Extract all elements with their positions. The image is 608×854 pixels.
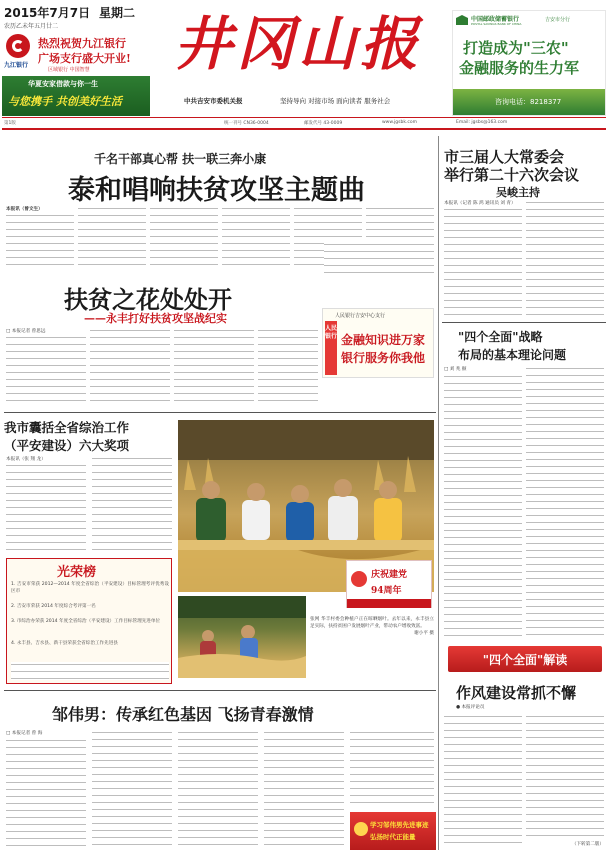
study-ad-line2: 弘扬时代正能量 (370, 833, 416, 841)
award-col-1 (6, 463, 86, 555)
tobacco-photo-secondary[interactable] (178, 596, 306, 678)
ad-left-subitems: 区域银行 中国智慧 (48, 67, 90, 73)
npc-headline-2: 举行第二十六次会议 (444, 166, 580, 184)
lead-col-2 (78, 206, 146, 269)
issue-info-bar (4, 118, 604, 128)
postal-bank-ad[interactable] (452, 10, 606, 116)
jiujiang-bank-logo-text: 九江银行 (4, 62, 29, 69)
finance-ad-line2: 银行服务你我他 (341, 351, 426, 365)
npc-byline: 本报讯（记者 陈 鸿 通讯员 刘 青） (444, 201, 516, 206)
poverty-col-1 (6, 335, 86, 405)
poverty-headline: 扶贫之花处处开 (64, 285, 232, 314)
lead-col-3 (150, 206, 218, 269)
hero-col-1 (6, 738, 86, 850)
study-ad-emblem-icon (354, 822, 368, 836)
poverty-col-3 (174, 328, 254, 405)
poverty-col-2 (90, 328, 170, 405)
npc-col-1 (444, 207, 522, 321)
hero-byline: □ 本报记者 曾 海 (6, 731, 43, 736)
postal-ad-line2: 金融服务的生力军 (459, 59, 580, 77)
party-ad-bar (347, 599, 431, 608)
lead-col-4 (222, 206, 290, 269)
work-style-headline: 作风建设常抓不懈 (456, 684, 577, 702)
website: www.jgsbk.com (382, 120, 418, 125)
masthead (0, 0, 608, 124)
lead-divider (4, 412, 436, 413)
lunar-date: 农历乙未年五月廿二 (4, 23, 59, 30)
honor-roll-item: 3. 市综治办荣获 2014 年度全省综治（平安建设）工作目标管理先进单位 (11, 619, 161, 624)
honor-roll-item: 1. 吉安市荣获 2012—2014 年度全省综治（平安建设）目标管理考评优秀设区市 (11, 582, 169, 594)
honor-roll-item: 4. 永丰县、吉水县、新干县荣获全省综治工作先进县 (11, 641, 118, 646)
hero-col-5 (350, 730, 434, 806)
npc-col-2 (526, 200, 604, 321)
poverty-story[interactable] (4, 272, 436, 408)
lead-kicker: 千名干部真心帮 扶一联三奔小康 (94, 152, 267, 166)
four-comprehensives-story[interactable] (442, 326, 606, 640)
tobacco-photo-secondary-illustration (178, 596, 306, 678)
npc-story[interactable] (442, 142, 606, 322)
ad-left-tagline2: 与您携手 共创美好生活 (8, 95, 122, 108)
postal-code: 邮发代号 43-0009 (304, 121, 343, 126)
email: Email: jgsbs@163.com (456, 120, 508, 125)
four-explain-banner[interactable] (448, 646, 602, 672)
work-style-col-2 (526, 714, 604, 840)
finance-ad-header: 人民银行吉安中心支行 (335, 313, 386, 319)
work-style-story[interactable] (442, 680, 606, 850)
four-headline-1: "四个全面"战略 (458, 330, 543, 344)
honor-roll-box[interactable] (6, 558, 172, 684)
work-style-byline: ● 本报评论员 (456, 705, 485, 710)
lead-col-1 (6, 213, 74, 269)
four-headline-2: 布局的基本理论问题 (458, 348, 567, 362)
four-col-2 (526, 366, 604, 638)
finance-knowledge-ad[interactable] (322, 308, 434, 378)
lead-byline: 本报讯（曾文生） (6, 207, 43, 212)
jiujiang-bank-logo-icon (6, 34, 30, 58)
party-ad-line2: 94周年 (371, 586, 402, 596)
ad-left-tagline1: 华夏安家借款与你一生 (28, 80, 98, 88)
honor-roll-item: 2. 吉安市荣获 2014 年度综合考评第一名 (11, 604, 96, 609)
newspaper-subtitle: 中共吉安市委机关报 (184, 97, 243, 105)
hero-divider (4, 690, 436, 691)
award-headline-1: 我市囊括全省综治工作 (4, 420, 130, 435)
postal-ad-phone-bar (453, 89, 605, 115)
honor-roll-title: 光荣榜 (57, 565, 97, 580)
postal-bank-name-en: POSTAL SAVINGS BANK OF CHINA (471, 22, 522, 26)
lead-headline: 泰和唱响扶贫攻坚主题曲 (68, 175, 365, 206)
honor-roll-filler (11, 662, 169, 680)
photo-credit: 谢小平 摄 (414, 631, 434, 636)
photo-caption (310, 616, 434, 676)
postal-ad-phone: 咨询电话：8218377 (495, 98, 562, 106)
postal-bank-logo-icon (456, 15, 468, 25)
finance-ad-line1: 金融知识进万家 (341, 333, 426, 347)
award-story[interactable] (4, 416, 174, 556)
newspaper-slogans: 坚持导向 对接市场 面向读者 服务社会 (280, 97, 391, 105)
jiujiang-bank-ad[interactable] (2, 30, 150, 116)
masthead-bottom-rule (2, 128, 606, 130)
poverty-subhead: ——永丰打好扶贫攻坚战纪实 (84, 312, 227, 325)
postal-bank-branch: 吉安市分行 (545, 17, 571, 23)
party-emblem-icon (351, 571, 367, 587)
hero-story[interactable] (4, 694, 436, 852)
right-col-divider-1 (442, 322, 606, 323)
finance-ad-side-label: 人民银行 (325, 325, 338, 340)
ad-left-line1: 热烈祝贺九江银行 (38, 37, 126, 50)
study-ad-line1: 学习邹伟男先进事迹 (370, 821, 429, 829)
ad-left-line2: 广场支行盛大开业! (38, 52, 131, 65)
issue-weekday: 星期二 (99, 6, 136, 20)
work-style-continued: （下转第二版） (571, 842, 604, 847)
npc-headline-1: 市三届人大常委会 (444, 148, 565, 166)
award-col-2 (92, 456, 172, 555)
newspaper-title: 井冈山报 (174, 10, 423, 78)
hero-headline: 邹伟男：传承红色基因 飞扬青春激情 (52, 705, 314, 724)
finance-ad-side-label-box (325, 321, 337, 375)
postal-ad-line1: 打造成为"三农" (463, 39, 569, 57)
hero-col-4 (264, 730, 344, 850)
poverty-col-top-1 (324, 242, 434, 276)
cn-number: 统一刊号 CN36-0004 (224, 121, 269, 126)
party-ad-line1: 庆祝建党 (371, 570, 408, 580)
four-explain-banner-text: "四个全面"解读 (482, 653, 568, 667)
study-hero-ad[interactable] (350, 812, 436, 850)
photo-caption-text: 张网 华丰村委会种植户正在晾晒烟叶。去年以来，永丰县立足实际，扶持贫困户发展烟叶产业，带动农户增收致富。 (310, 617, 434, 629)
work-style-col-1 (444, 714, 522, 848)
four-col-1 (444, 374, 522, 638)
main-column-divider (438, 136, 439, 850)
postal-bank-name: 中国邮政储蓄银行 (471, 16, 520, 23)
hero-col-2 (92, 730, 172, 850)
issue-date: 2015年7月7日 (4, 6, 91, 20)
poverty-byline: □ 本报记者 曾思远 (6, 329, 46, 334)
npc-subhead: 吴峻主持 (496, 186, 540, 199)
hero-col-3 (178, 730, 258, 850)
award-byline: 本报讯（张 翔 龙） (6, 457, 46, 462)
issue-page: 第1版 (4, 121, 16, 126)
honor-roll-list (11, 581, 169, 681)
four-byline: □ 刘 兆 颐 (444, 367, 467, 372)
ad-left-banner (2, 76, 150, 116)
award-headline-2: （平安建设）六大奖项 (4, 438, 130, 453)
party-anniversary-ad[interactable] (346, 560, 432, 608)
poverty-col-4 (258, 328, 318, 405)
